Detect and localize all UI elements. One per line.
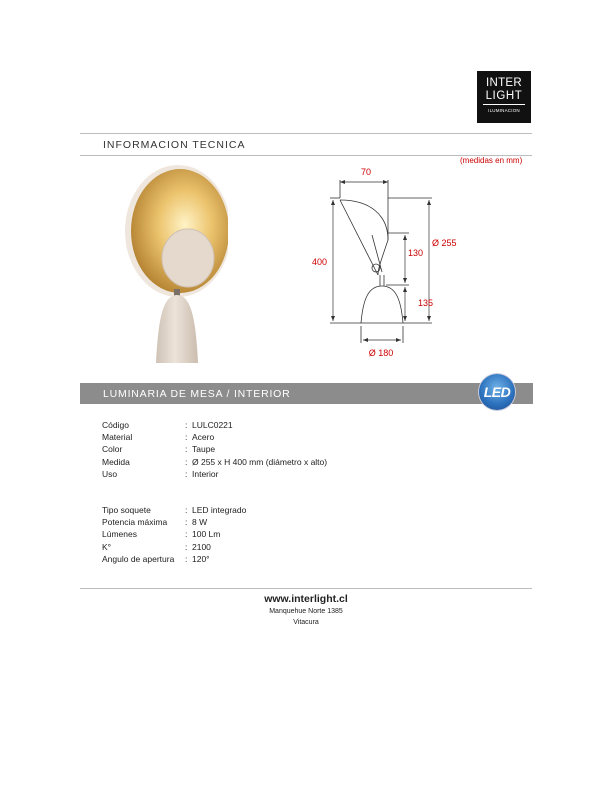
specs-general <box>102 419 327 480</box>
spec-value: 8 W <box>192 517 208 528</box>
website-link[interactable]: www.interlight.cl <box>264 593 348 605</box>
product-photo <box>118 163 228 373</box>
spec-key: Medida <box>102 456 130 467</box>
band-title: LUMINARIA DE MESA / INTERIOR <box>103 388 291 400</box>
footer-address: Manquehue Norte 1385 <box>269 608 343 615</box>
spec-key: K° <box>102 541 112 552</box>
led-badge-label: LED <box>483 384 511 400</box>
dim-height: 400 <box>311 257 327 267</box>
spec-key: Angulo de apertura <box>102 553 175 564</box>
section-title: INFORMACION TECNICA <box>103 139 246 151</box>
footer-rule <box>80 588 532 589</box>
spec-row: Angulo de apertura : 120° <box>102 553 210 564</box>
spec-value: 120° <box>192 553 210 564</box>
spec-key: Potencia máxima <box>102 517 168 528</box>
dim-base-height: 135 <box>418 298 434 308</box>
logo-line2: LIGHT <box>485 90 523 102</box>
units-note: (medidas en mm) <box>460 156 523 165</box>
spec-key: Material <box>102 432 133 443</box>
reflector-disc <box>162 229 214 287</box>
dim-head-height: 130 <box>408 248 424 258</box>
dimension-drawing <box>300 160 480 375</box>
spec-row: Material : Acero <box>102 432 215 443</box>
top-rule <box>80 133 532 134</box>
spec-value: Taupe <box>192 444 216 455</box>
spec-key: Lúmenes <box>102 529 137 540</box>
led-badge <box>479 374 515 410</box>
spec-value: Interior <box>192 468 219 479</box>
spec-row: Color : Taupe <box>102 444 216 455</box>
spec-value: Ø 255 x H 400 mm (diámetro x alto) <box>192 456 328 467</box>
spec-key: Uso <box>102 468 118 479</box>
spec-key: Color <box>102 444 123 455</box>
spec-row: Medida : Ø 255 x H 400 mm (diámetro x alto) <box>102 456 328 467</box>
spec-value: LED integrado <box>192 505 247 515</box>
spec-value: 100 Lm <box>192 529 221 540</box>
logo-line1: INTER <box>486 77 522 89</box>
dim-depth: 70 <box>360 167 372 177</box>
brand-logo <box>477 71 531 123</box>
spec-row: Potencia máxima : 8 W <box>102 517 208 528</box>
spec-row: Código : LULC0221 <box>102 420 233 430</box>
spec-key: Tipo soquete <box>102 505 151 515</box>
specs-electrical <box>102 504 246 565</box>
spec-value: LULC0221 <box>192 420 233 430</box>
spec-value: Acero <box>192 432 215 443</box>
lamp-base <box>156 295 198 363</box>
logo-line3: ILUMINACION <box>488 108 520 113</box>
spec-value: 2100 <box>192 541 211 552</box>
spec-row: Lúmenes : 100 Lm <box>102 529 221 540</box>
dim-base-diameter: Ø 180 <box>368 348 394 358</box>
footer-city: Vitacura <box>293 619 319 626</box>
spec-row: K° : 2100 <box>102 541 211 552</box>
spec-row: Tipo soquete : LED integrado <box>102 505 247 515</box>
dim-head-diameter: Ø 255 <box>432 238 457 248</box>
logo-divider <box>483 104 525 105</box>
spec-row: Uso : Interior <box>102 468 219 479</box>
spec-key: Código <box>102 420 129 430</box>
